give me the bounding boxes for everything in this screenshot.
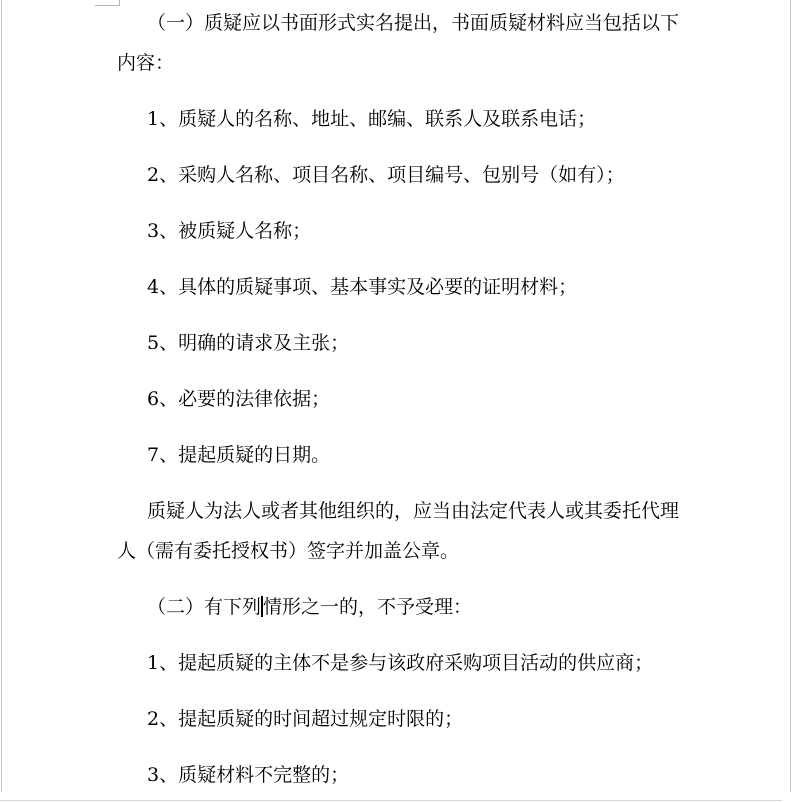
list-item-6[interactable]: 6、必要的法律依据； <box>147 388 331 410</box>
list2-item-1[interactable]: 1、提起质疑的主体不是参与该政府采购项目活动的供应商； <box>147 652 654 674</box>
paragraph-section-1-heading[interactable]: （一）质疑应以书面形式实名提出，书面质疑材料应当包括以下 <box>147 12 680 34</box>
section-2-text-after-caret: 情形之一的，不予受理： <box>263 596 473 618</box>
list-item-1[interactable]: 1、质疑人的名称、地址、邮编、联系人及联系电话； <box>147 108 597 130</box>
list2-item-2[interactable]: 2、提起质疑的时间超过规定时限的； <box>147 708 464 730</box>
list-item-4[interactable]: 4、具体的质疑事项、基本事实及必要的证明材料； <box>147 276 578 298</box>
document-text-area[interactable] <box>117 3 777 795</box>
paragraph-section-1-heading-wrap[interactable]: 内容： <box>117 52 175 74</box>
paragraph-legal-person-wrap[interactable]: 人（需有委托授权书）签字并加盖公章。 <box>117 540 460 562</box>
list-item-2[interactable]: 2、采购人名称、项目名称、项目编号、包别号（如有）； <box>147 164 625 186</box>
list2-item-3[interactable]: 3、质疑材料不完整的； <box>147 764 350 786</box>
paragraph-section-2-heading[interactable] <box>117 587 777 627</box>
paragraph-legal-person[interactable]: 质疑人为法人或者其他组织的，应当由法定代表人或其委托代理 <box>147 500 680 522</box>
section-2-text-before-caret: （二）有下列 <box>147 596 262 618</box>
list-item-5[interactable]: 5、明确的请求及主张； <box>147 332 350 354</box>
list-item-7[interactable]: 7、提起质疑的日期。 <box>147 444 331 466</box>
page-bottom-edge <box>0 800 782 801</box>
list-item-3[interactable]: 3、被质疑人名称； <box>147 220 312 242</box>
